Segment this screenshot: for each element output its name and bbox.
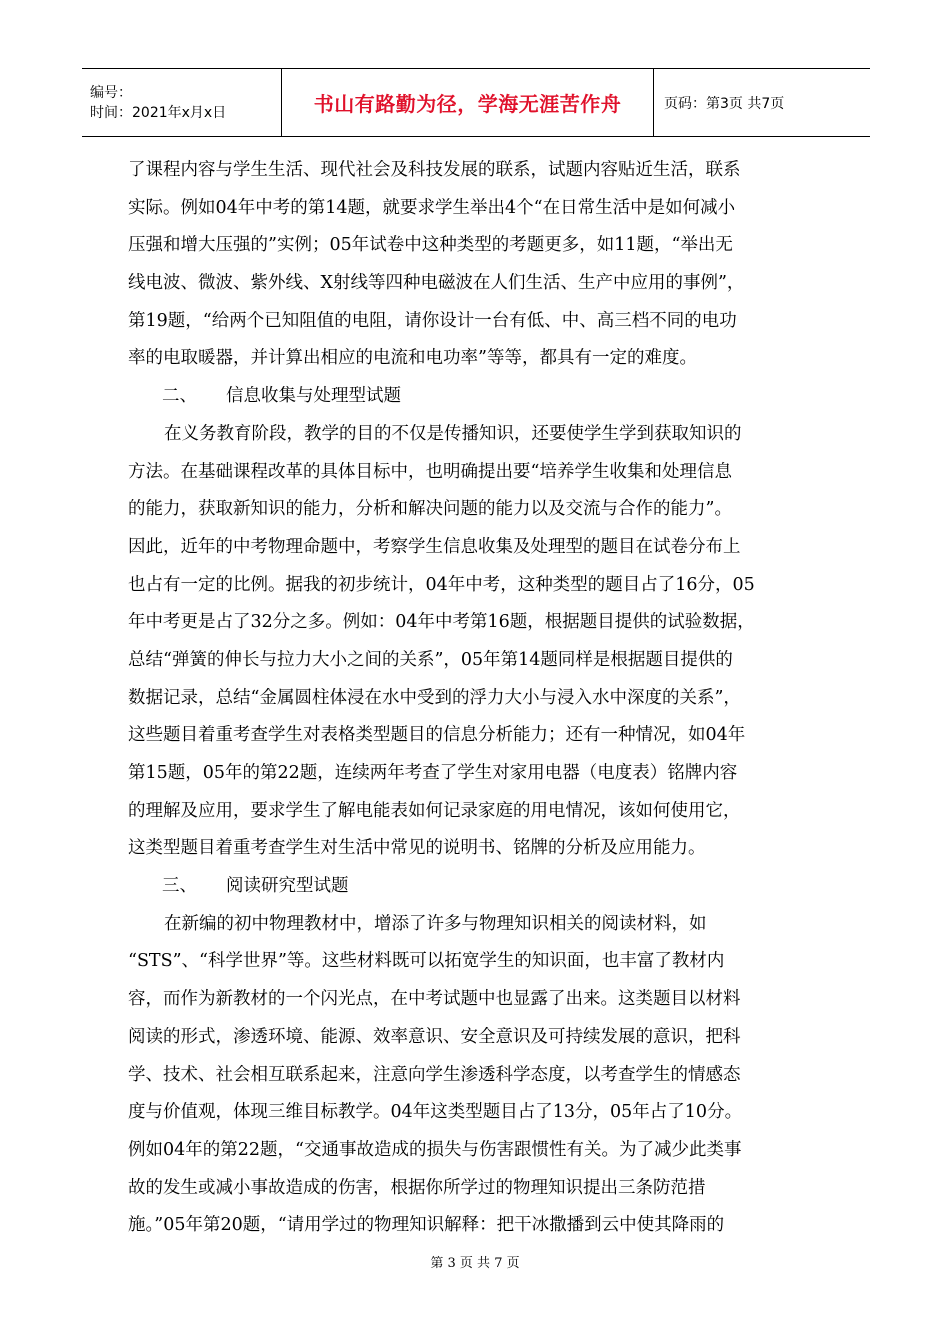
paragraph-line: 也占有一定的比例。据我的初步统计，04年中考，这种类型的题目占了16分，05 [128,574,755,595]
paragraph-line: 方法。在基础课程改革的具体目标中，也明确提出要“培养学生收集和处理信息 [128,461,732,482]
section-number: 三、 [162,876,197,897]
section-heading [128,378,818,416]
paragraph-line: 了课程内容与学生生活、现代社会及科技发展的联系，试题内容贴近生活，联系 [128,160,741,180]
paragraph-line: 的理解及应用，要求学生了解电能表如何记录家庭的用电情况，该如何使用它， [128,800,741,821]
page-header [82,68,870,137]
paragraph-line: 例如04年的第22题，“交通事故造成的损失与伤害跟惯性有关。为了减少此类事 [128,1139,742,1160]
paragraph-line: 线电波、微波、紫外线、X射线等四种电磁波在人们生活、生产中应用的事例”， [128,273,745,294]
paragraph-line: 故的发生或减小事故造成的伤害，根据你所学过的物理知识提出三条防范措 [128,1177,706,1198]
page-footer: 第 3 页 共 7 页 [430,1256,520,1271]
header-motto-cell [282,69,654,136]
paragraph-line: 因此，近年的中考物理命题中，考察学生信息收集及处理型的题目在试卷分布上 [128,536,741,557]
paragraph-line: 年中考更是占了32分之多。例如：04年中考第16题，根据题目提供的试验数据， [128,612,755,633]
header-page-cell [654,69,870,136]
paragraph-line: 压强和增大压强的”实例；05年试卷中这种类型的考题更多，如11题，“举出无 [128,235,733,256]
section-title: 阅读研究型试题 [226,876,349,897]
paragraph-line: 实际。例如04年中考的第14题，就要求学生举出4个“在日常生活中是如何减小 [128,197,736,218]
paragraph-line: 第19题，“给两个已知阻值的电阻，请你设计一台有低、中、高三档不同的电功 [128,310,737,331]
section-title: 信息收集与处理型试题 [226,386,401,407]
paragraph-line: 容，而作为新教材的一个闪光点，在中考试题中也显露了出来。这类题目以材料 [128,989,741,1010]
paragraph-line: 这些题目着重考查学生对表格类型题目的信息分析能力；还有一种情况，如04年 [128,725,746,746]
paragraph-line: 在义务教育阶段，教学的目的不仅是传播知识，还要使学生学到获取知识的 [164,423,742,444]
document-body [128,152,818,1245]
paragraph-line: 总结“弹簧的伸长与拉力大小之间的关系”，05年第14题同样是根据题目提供的 [128,649,733,670]
header-motto: 书山有路勤为径，学海无涯苦作舟 [313,92,622,116]
document-number: 编号： [90,84,132,101]
section-number: 二、 [162,386,197,407]
paragraph-line: 在新编的初中物理教材中，增添了许多与物理知识相关的阅读材料，如 [164,913,707,934]
paragraph-line: 率的电取暖器，并计算出相应的电流和电功率”等等，都具有一定的难度。 [128,348,697,369]
paragraph-line: 第15题，05年的第22题，连续两年考查了学生对家用电器（电度表）铭牌内容 [128,763,738,783]
paragraph-line: 阅读的形式，渗透环境、能源、效率意识、安全意识及可持续发展的意识，把科 [128,1026,741,1047]
paragraph-line: “STS”、“科学世界”等。这些材料既可以拓宽学生的知识面，也丰富了教材内 [128,951,725,972]
section-heading [128,868,818,906]
document-date: 时间：2021年x月x日 [90,104,227,121]
paragraph-line: 学、技术、社会相互联系起来，注意向学生渗透科学态度，以考查学生的情感态 [128,1064,741,1085]
paragraph-line: 施。”05年第20题，“请用学过的物理知识解释：把干冰撒播到云中使其降雨的 [128,1215,725,1236]
header-meta [82,69,282,136]
header-page-number: 页码：第3页 共7页 [664,95,785,112]
paragraph-line: 这类型题目着重考查学生对生活中常见的说明书、铭牌的分析及应用能力。 [128,838,706,859]
paragraph-line: 度与价值观，体现三维目标教学。04年这类型题目占了13分，05年占了10分。 [128,1102,743,1123]
paragraph-line: 的能力，获取新知识的能力，分析和解决问题的能力以及交流与合作的能力”。 [128,499,732,520]
paragraph-line: 数据记录，总结“金属圆柱体浸在水中受到的浮力大小与浸入水中深度的关系”， [128,687,741,708]
